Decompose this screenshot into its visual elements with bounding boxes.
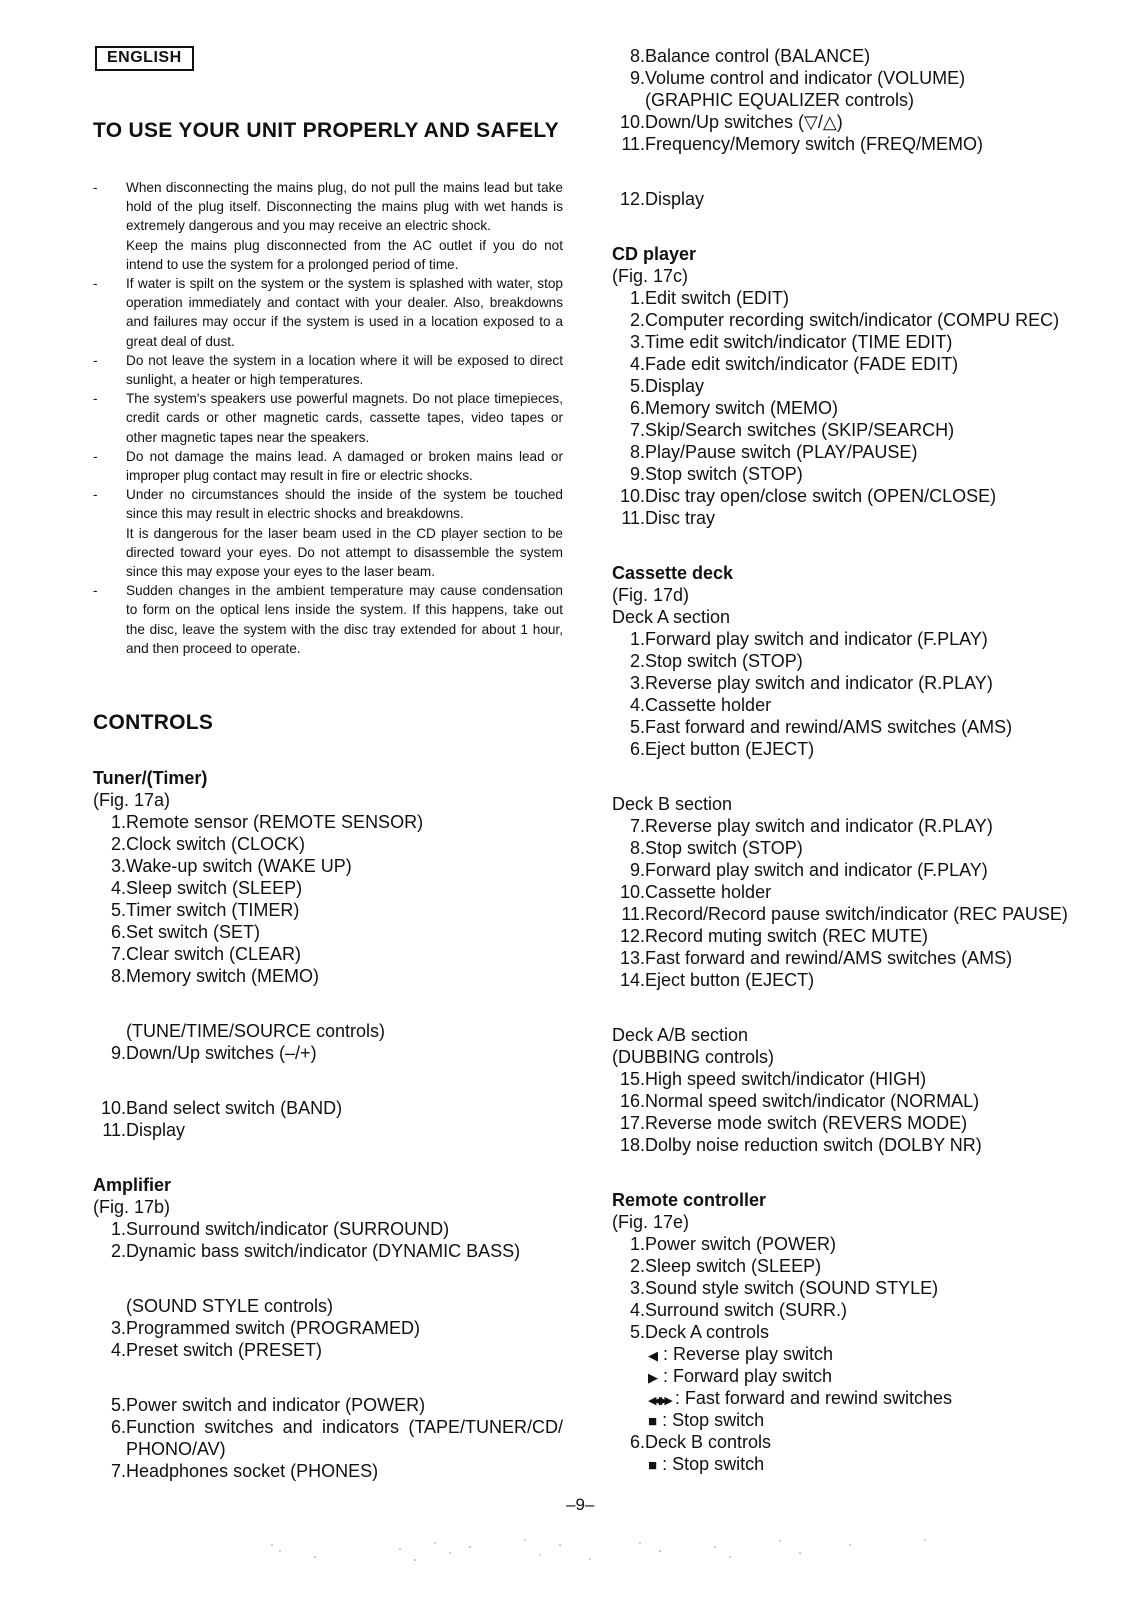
list-item: 7. Headphones socket (PHONES) bbox=[110, 1461, 379, 1481]
list-item: 10. Down/Up switches (▽/△) bbox=[619, 112, 843, 132]
bullet-text: Sudden changes in the ambient temperature may cause condensation to form on the optical lens inside the system. If this happens, take out the disc, leave the system with the disc tray extended for about 1 hour, and then proceed to operate. bbox=[126, 583, 563, 656]
deck-a-label: Deck A section bbox=[612, 607, 731, 627]
language-label: ENGLISH bbox=[95, 46, 194, 71]
scan-noise-decoration bbox=[260, 1535, 960, 1575]
list-item: 8. Play/Pause switch (PLAY/PAUSE) bbox=[629, 442, 918, 462]
list-item: 1. Edit switch (EDIT) bbox=[629, 288, 790, 308]
bullet-text: Under no circumstances should the inside of the system be touched since this may result in electric shocks and breakdowns. bbox=[126, 487, 563, 522]
list-item: 8. Balance control (BALANCE) bbox=[629, 46, 871, 66]
tuner-heading: Tuner/(Timer) bbox=[93, 768, 208, 788]
list-item: 3. Programmed switch (PROGRAMED) bbox=[110, 1318, 421, 1338]
list-item: 2. Clock switch (CLOCK) bbox=[110, 834, 306, 854]
list-item: 9. Down/Up switches (–/+) bbox=[110, 1043, 317, 1063]
list-item: 6. Set switch (SET) bbox=[110, 922, 261, 942]
bullet-extra: Keep the mains plug disconnected from the AC outlet if you do not intend to use the system for a prolonged period of time. bbox=[126, 237, 563, 272]
list-item: 5. Power switch and indicator (POWER) bbox=[110, 1395, 426, 1415]
cd-fig: (Fig. 17c) bbox=[612, 266, 689, 286]
list-item: 2. Computer recording switch/indicator (COMPU REC) bbox=[629, 310, 1060, 330]
safety-bullet: - Do not leave the system in a location where it will be exposed to direct sunlight, a heater or high temperatures. bbox=[93, 351, 563, 389]
remote-sub-item: ◀ : Reverse play switch bbox=[612, 1343, 1132, 1365]
list-item: 4. Preset switch (PRESET) bbox=[110, 1340, 323, 1360]
bullet-text: The system's speakers use powerful magnets. Do not place timepieces, credit cards or other magnetic cards, cassette tapes, video tapes or other magnetic tapes near the speakers. bbox=[126, 391, 563, 445]
list-item: 15. High speed switch/indicator (HIGH) bbox=[619, 1069, 927, 1089]
list-item: 5. Fast forward and rewind/AMS switches (AMS) bbox=[629, 717, 1013, 737]
list-item: 7. Skip/Search switches (SKIP/SEARCH) bbox=[629, 420, 955, 440]
tuner-group-label: (TUNE/TIME/SOURCE controls) bbox=[126, 1021, 386, 1041]
safety-bullets bbox=[93, 178, 563, 658]
list-item: 1. Surround switch/indicator (SURROUND) bbox=[110, 1219, 450, 1239]
left-controls-column bbox=[93, 767, 563, 1482]
list-item: 7. Reverse play switch and indicator (R.PLAY) bbox=[629, 816, 993, 836]
deck-b-label: Deck B section bbox=[612, 794, 733, 814]
list-item: 6. Function switches and indicators (TAPE/TUNER/CD/ PHONO/AV) bbox=[110, 1417, 563, 1459]
list-item: 16. Normal speed switch/indicator (NORMAL) bbox=[619, 1091, 980, 1111]
bullet-text: When disconnecting the mains plug, do not pull the mains lead but take hold of the plug itself. Disconnecting the mains plug with wet hands is extremely dangerous and you may receive an electric shock. bbox=[126, 180, 563, 234]
stop-icon: ■ bbox=[648, 1413, 658, 1430]
list-item: 1. Power switch (POWER) bbox=[629, 1234, 837, 1254]
remote-heading: Remote controller bbox=[612, 1190, 767, 1210]
list-item: 14. Eject button (EJECT) bbox=[619, 970, 815, 990]
deck-ab-label: Deck A/B section bbox=[612, 1025, 749, 1045]
list-item: 8. Stop switch (STOP) bbox=[629, 838, 803, 858]
tuner-fig: (Fig. 17a) bbox=[93, 790, 171, 810]
remote-sub-item: ▶ : Forward play switch bbox=[612, 1365, 1132, 1387]
cassette-heading: Cassette deck bbox=[612, 563, 734, 583]
list-item: 9. Forward play switch and indicator (F.PLAY) bbox=[629, 860, 988, 880]
safety-title: TO USE YOUR UNIT PROPERLY AND SAFELY bbox=[93, 119, 559, 142]
list-item: 4. Cassette holder bbox=[629, 695, 772, 715]
list-item: 11. Display bbox=[102, 1120, 186, 1140]
safety-bullet: - When disconnecting the mains plug, do not pull the mains lead but take hold of the plug itself. Disconnecting the mains plug with wet hands is extremely dangerous and you may receive an electric shock. Keep the mains plug disconnected from the AC outlet if you do not intend to use the system for a prolonged period of time. bbox=[93, 178, 563, 274]
list-item: 11. Disc tray bbox=[621, 508, 716, 528]
tuner-list bbox=[93, 811, 563, 987]
list-item: 12. Record muting switch (REC MUTE) bbox=[619, 926, 929, 946]
amplifier-group-label: (SOUND STYLE controls) bbox=[126, 1296, 334, 1316]
safety-bullet: - Sudden changes in the ambient temperature may cause condensation to form on the optical lens inside the system. If this happens, take out the disc, leave the system with the disc tray extended for about 1 hour, and then proceed to operate. bbox=[93, 581, 563, 658]
list-item: 11. Frequency/Memory switch (FREQ/MEMO) bbox=[621, 134, 984, 154]
list-item: 5. Display bbox=[629, 376, 705, 396]
amplifier-heading: Amplifier bbox=[93, 1175, 172, 1195]
remote-fig: (Fig. 17e) bbox=[612, 1212, 690, 1232]
list-item: 4. Sleep switch (SLEEP) bbox=[110, 878, 303, 898]
bullet-text: Do not leave the system in a location where it will be exposed to direct sunlight, a heater or high temperatures. bbox=[126, 352, 563, 388]
list-item: 7. Clear switch (CLEAR) bbox=[110, 944, 302, 964]
right-controls-column bbox=[612, 45, 1132, 1475]
list-item: 9. Volume control and indicator (VOLUME) bbox=[629, 68, 966, 88]
page-number: –9– bbox=[566, 1495, 595, 1514]
list-item: 10. Band select switch (BAND) bbox=[100, 1098, 343, 1118]
remote-sub-item: ■ : Stop switch bbox=[612, 1409, 1132, 1431]
amplifier-fig: (Fig. 17b) bbox=[93, 1197, 171, 1217]
safety-bullet: - The system's speakers use powerful magnets. Do not place timepieces, credit cards or other magnetic cards, cassette tapes, video tapes or other magnetic tapes near the speakers. bbox=[93, 389, 563, 447]
list-item: 1. Remote sensor (REMOTE SENSOR) bbox=[110, 812, 424, 832]
list-item: 10. Cassette holder bbox=[619, 882, 772, 902]
fast-forward-rewind-icon: ◀◀ ▶▶ bbox=[648, 1395, 670, 1407]
list-item: 6. Memory switch (MEMO) bbox=[629, 398, 838, 418]
equalizer-group-label: (GRAPHIC EQUALIZER controls) bbox=[645, 90, 915, 110]
list-item: 3. Sound style switch (SOUND STYLE) bbox=[629, 1278, 939, 1298]
list-item: 1. Forward play switch and indicator (F.PLAY) bbox=[629, 629, 988, 649]
list-item: 11. Record/Record pause switch/indicator (REC PAUSE) bbox=[621, 904, 1068, 924]
safety-bullet: - Under no circumstances should the inside of the system be touched since this may result in electric shocks and breakdowns. It is dangerous for the laser beam used in the CD player section to be directed toward your eyes. Do not attempt to disassemble the system since this may expose your eyes to the laser beam. bbox=[93, 485, 563, 581]
safety-bullet: - If water is spilt on the system or the system is splashed with water, stop operation immediately and contact with your dealer. Also, breakdowns and failures may occur if the system is used in a location exposed to a great deal of dust. bbox=[93, 274, 563, 351]
deck-ab-group-label: (DUBBING controls) bbox=[612, 1047, 775, 1067]
list-item: 4. Fade edit switch/indicator (FADE EDIT) bbox=[629, 354, 959, 374]
list-item: 5. Deck A controls bbox=[629, 1322, 770, 1342]
list-item: 2. Stop switch (STOP) bbox=[629, 651, 803, 671]
list-item: 12. Display bbox=[619, 189, 705, 209]
remote-sub-item: ■ : Stop switch bbox=[612, 1453, 1132, 1475]
list-item: 9. Stop switch (STOP) bbox=[629, 464, 803, 484]
controls-title: CONTROLS bbox=[93, 711, 214, 734]
remote-sub-item: ◀◀ ▶▶ : Fast forward and rewind switches bbox=[612, 1387, 1132, 1409]
list-item: 17. Reverse mode switch (REVERS MODE) bbox=[619, 1113, 968, 1133]
cassette-fig: (Fig. 17d) bbox=[612, 585, 690, 605]
reverse-play-icon: ◀ bbox=[648, 1348, 658, 1363]
list-item: 6. Deck B controls bbox=[629, 1432, 772, 1452]
bullet-text: If water is spilt on the system or the system is splashed with water, stop operation immediately and contact with your dealer. Also, breakdowns and failures may occur if the system is used in a location exposed to a great deal of dust. bbox=[126, 276, 563, 349]
list-item: 18. Dolby noise reduction switch (DOLBY NR) bbox=[619, 1135, 982, 1155]
list-item: 6. Eject button (EJECT) bbox=[629, 739, 815, 759]
safety-bullet: - Do not damage the mains lead. A damaged or broken mains lead or improper plug contact may result in fire or electric shocks. bbox=[93, 447, 563, 485]
forward-play-icon: ▶ bbox=[648, 1370, 658, 1385]
cd-heading: CD player bbox=[612, 244, 697, 264]
list-item: 2. Sleep switch (SLEEP) bbox=[629, 1256, 822, 1276]
list-item: 13. Fast forward and rewind/AMS switches (AMS) bbox=[619, 948, 1013, 968]
list-item: 10. Disc tray open/close switch (OPEN/CLOSE) bbox=[619, 486, 997, 506]
list-item: 2. Dynamic bass switch/indicator (DYNAMIC BASS) bbox=[110, 1241, 521, 1261]
list-item: 3. Time edit switch/indicator (TIME EDIT) bbox=[629, 332, 953, 352]
stop-icon: ■ bbox=[648, 1457, 658, 1474]
list-item: 3. Wake-up switch (WAKE UP) bbox=[110, 856, 352, 876]
list-item: 3. Reverse play switch and indicator (R.PLAY) bbox=[629, 673, 993, 693]
list-item: 4. Surround switch (SURR.) bbox=[629, 1300, 848, 1320]
list-item: 8. Memory switch (MEMO) bbox=[110, 966, 319, 986]
list-item: 5. Timer switch (TIMER) bbox=[110, 900, 300, 920]
bullet-extra: It is dangerous for the laser beam used in the CD player section to be directed toward your eyes. Do not attempt to disassemble the system since this may expose your eyes to the laser beam. bbox=[126, 525, 563, 580]
bullet-text: Do not damage the mains lead. A damaged or broken mains lead or improper plug contact may result in fire or electric shocks. bbox=[126, 448, 563, 484]
